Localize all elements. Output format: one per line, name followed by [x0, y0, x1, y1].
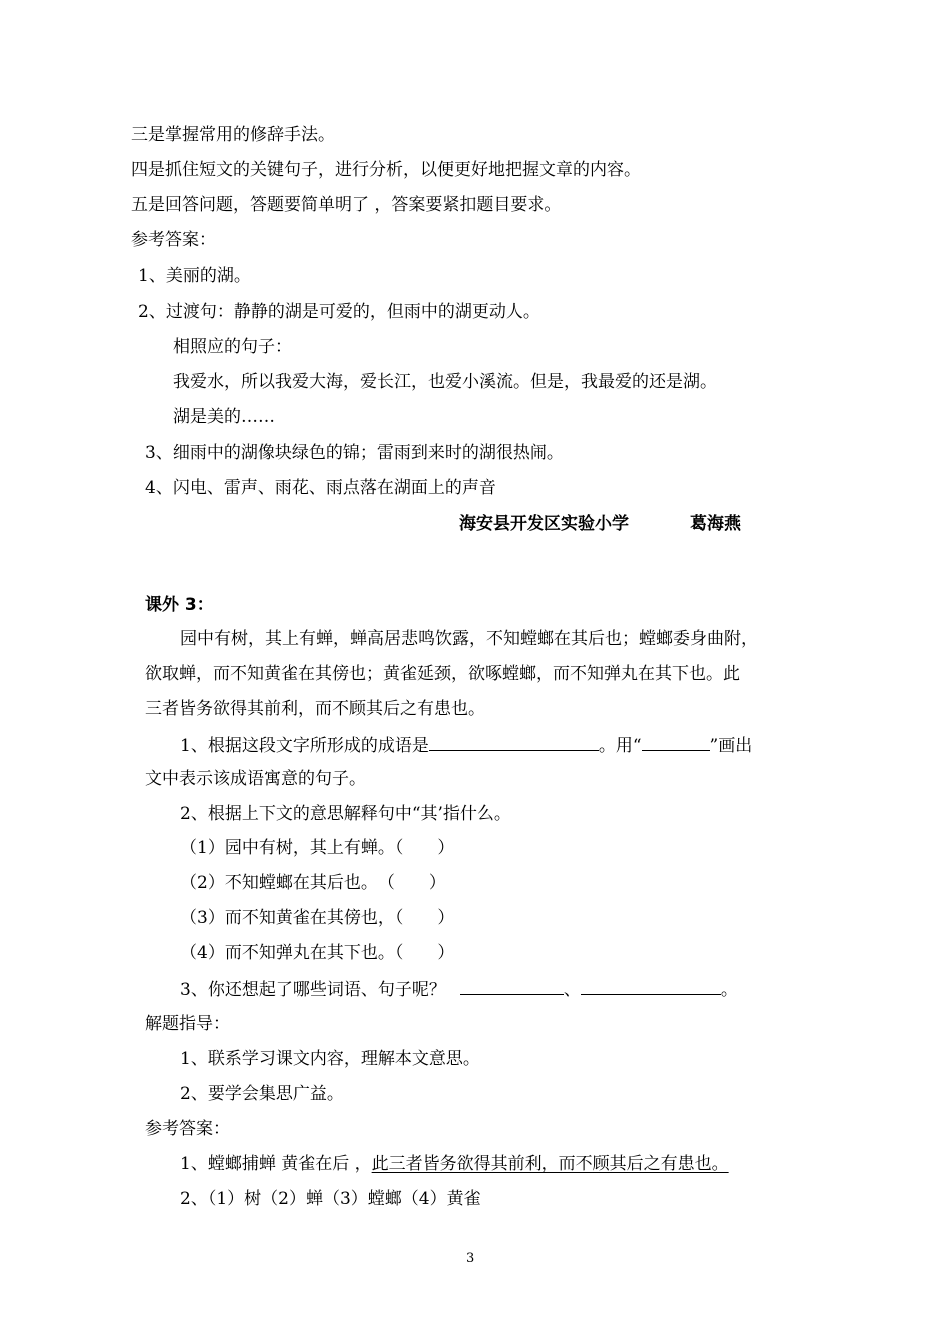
extra-3-heading: 课外 3：: [145, 595, 214, 615]
question-3-separator: 、: [563, 980, 581, 1000]
answer-4: 4、闪电、雷声、雨花、雨点落在湖面上的声音: [145, 478, 496, 498]
question-3-text: 3、你还想起了哪些词语、句子呢？: [180, 980, 446, 1000]
extra-answers-heading: 参考答案：: [145, 1119, 230, 1139]
question-2-item-3: （3）而不知黄雀在其傍也，（ ）: [180, 908, 455, 928]
question-2-item-1: （1）园中有树，其上有蝉。（ ）: [180, 838, 455, 858]
guide-item-1: 1、联系学习课文内容，理解本文意思。: [180, 1049, 480, 1069]
question-3: [180, 977, 738, 1001]
question-1-text: 1、根据这段文字所形成的成语是: [180, 736, 429, 756]
passage-line-2: 欲取蝉，而不知黄雀在其傍也；黄雀延颈，欲啄螳螂，而不知弹丸在其下也。此: [145, 664, 740, 684]
question-2: 2、根据上下文的意思解释句中“其’指什么。: [180, 804, 511, 824]
tip-item-4: 四是抓住短文的关键句子，进行分析，以便更好地把握文章的内容。: [131, 160, 641, 180]
question-1: [180, 733, 752, 757]
page-number: 3: [466, 1251, 475, 1266]
passage-line-1: 园中有树，其上有蝉，蝉高居悲鸣饮露，不知螳螂在其后也；螳螂委身曲附，: [180, 629, 758, 649]
answer-blank[interactable]: [642, 733, 710, 751]
answer-2-sub-sentence-2: 湖是美的……: [173, 407, 275, 427]
guide-item-2: 2、要学会集思广益。: [180, 1084, 344, 1104]
question-2-item-2: （2）不知螳螂在其后也。 （ ）: [180, 873, 446, 893]
guide-heading: 解题指导：: [145, 1014, 230, 1034]
answer-blank[interactable]: [581, 977, 721, 995]
answer-2-sub-sentence: 我爱水，所以我爱大海，爱长江，也爱小溪流。但是，我最爱的还是湖。: [173, 372, 717, 392]
answer-2: 2、过渡句：静静的湖是可爱的，但雨中的湖更动人。: [138, 302, 540, 322]
answer-blank[interactable]: [429, 733, 599, 751]
author-school: 海安县开发区实验小学: [459, 514, 629, 534]
question-3-end: 。: [720, 980, 738, 1000]
extra-answer-1-idiom: 1、螳螂捕蝉 黄雀在后 ，: [180, 1154, 372, 1174]
question-1-text-3: ”画出: [709, 736, 753, 756]
author-name: 葛海燕: [690, 514, 741, 534]
answer-1: 1、美丽的湖。: [138, 266, 251, 286]
extra-answer-2: 2、（1）树（2）蝉（3）螳螂（4）黄雀: [180, 1189, 481, 1209]
passage-line-3: 三者皆务欲得其前利，而不顾其后之有患也。: [145, 699, 485, 719]
question-1-continued: 文中表示该成语寓意的句子。: [145, 769, 366, 789]
question-2-item-4: （4）而不知弹丸在其下也。（ ）: [180, 943, 455, 963]
answer-2-sub-label: 相照应的句子：: [173, 337, 292, 357]
tip-item-5: 五是回答问题，答题要简单明了 ，答案要紧扣题目要求。: [131, 195, 562, 215]
extra-answer-1-sentence: 此三者皆务欲得其前利，而不顾其后之有患也。: [371, 1154, 729, 1174]
extra-answer-1: [180, 1153, 729, 1175]
answer-blank[interactable]: [460, 977, 564, 995]
answer-3: 3、细雨中的湖像块绿色的锦；雷雨到来时的湖很热闹。: [145, 443, 564, 463]
tip-item-3: 三是掌握常用的修辞手法。: [131, 125, 335, 145]
question-1-text-2: 。用“: [598, 736, 642, 756]
answers-heading: 参考答案：: [131, 230, 216, 250]
